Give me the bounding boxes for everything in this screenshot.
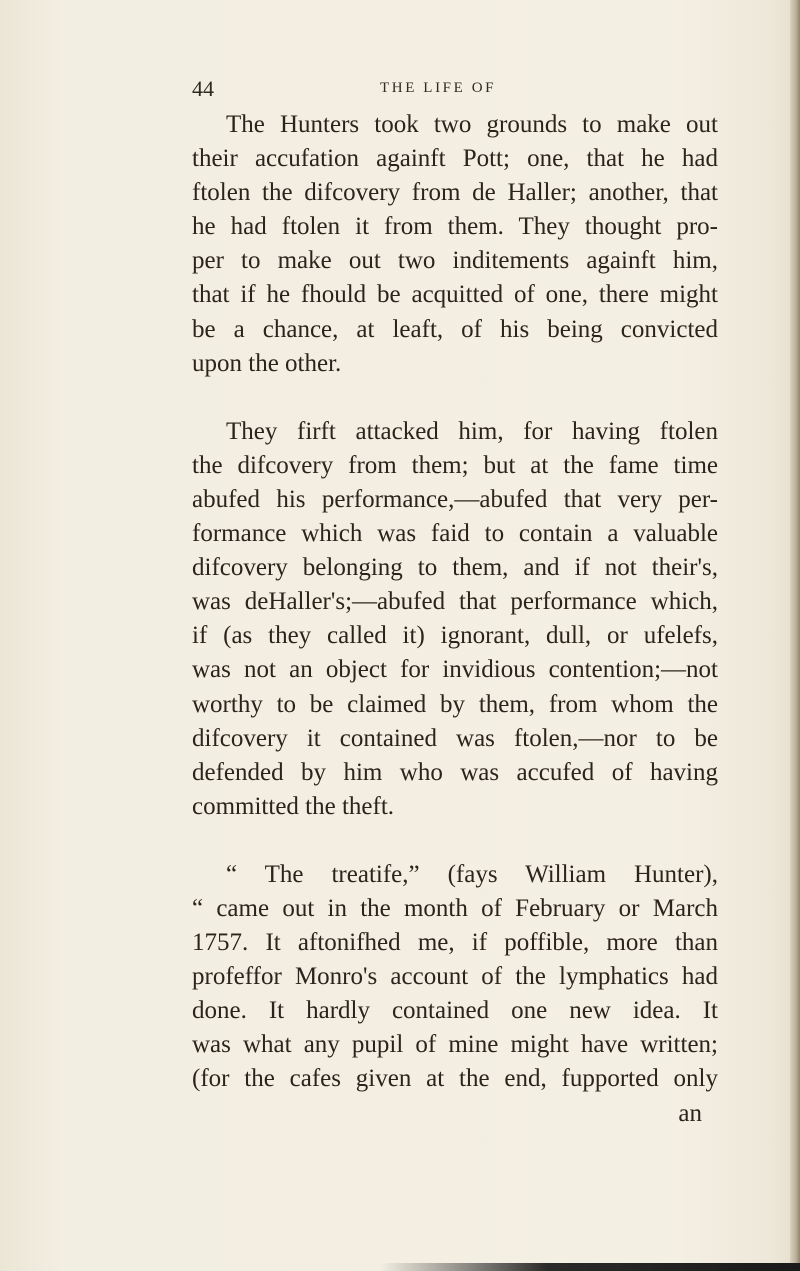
page-edge-shadow xyxy=(790,0,800,1271)
running-head xyxy=(192,76,632,102)
text-line: difcovery belonging to them, and if not their's, xyxy=(192,554,718,582)
text-line: was what any pupil of mine might have written; xyxy=(192,1031,718,1059)
text-line: worthy to be claimed by them, from whom the xyxy=(192,690,718,718)
text-line: the difcovery from them; but at the fame time xyxy=(192,451,718,479)
text-line: committed the theft. xyxy=(192,792,395,820)
paragraph xyxy=(192,858,718,1131)
page-number: 44 xyxy=(192,76,214,101)
paragraph-gap xyxy=(192,381,718,415)
text-line: defended by him who was accufed of having xyxy=(192,758,718,786)
text-line: 1757. It aftonifhed me, if poffible, more than xyxy=(192,929,718,957)
running-title: THE LIFE OF xyxy=(380,80,497,96)
text-line: They firft attacked him, for having ftolen xyxy=(226,417,718,445)
text-line: formance which was faid to contain a valuable xyxy=(192,520,718,548)
text-line: profeffor Monro's account of the lymphatics had xyxy=(192,963,718,991)
text-line: done. It hardly contained one new idea. It xyxy=(192,997,718,1025)
text-line: “ came out in the month of February or March xyxy=(192,894,718,922)
page-bottom-shadow xyxy=(380,1263,800,1271)
text-line: was deHaller's;—abufed that performance which, xyxy=(192,588,718,616)
paragraph xyxy=(192,415,718,824)
catchword: an xyxy=(678,1099,702,1127)
text-line: “ The treatife,” (fays William Hunter), xyxy=(226,860,718,888)
text-line: ftolen the difcovery from de Haller; another, that xyxy=(192,179,718,207)
text-line: if (as they called it) ignorant, dull, or ufelefs, xyxy=(192,622,718,650)
text-line: their accufation againft Pott; one, that he had xyxy=(192,145,718,173)
text-line: be a chance, at leaft, of his being convicted xyxy=(192,315,718,343)
paragraph xyxy=(192,108,718,381)
text-line: difcovery it contained was ftolen,—nor to be xyxy=(192,724,718,752)
text-line: he had ftolen it from them. They thought pro- xyxy=(192,213,718,241)
paragraph-gap xyxy=(192,824,718,858)
text-line: was not an object for invidious contention;—not xyxy=(192,656,718,684)
text-line: per to make out two inditements againft him, xyxy=(192,247,718,275)
text-line: upon the other. xyxy=(192,349,342,377)
text-line: abufed his performance,—abufed that very per- xyxy=(192,485,718,513)
text-line: The Hunters took two grounds to make out xyxy=(226,111,718,138)
text-line: that if he fhould be acquitted of one, there might xyxy=(192,281,718,309)
body-text xyxy=(192,108,718,1131)
text-line: (for the cafes given at the end, fupported only xyxy=(192,1065,718,1093)
